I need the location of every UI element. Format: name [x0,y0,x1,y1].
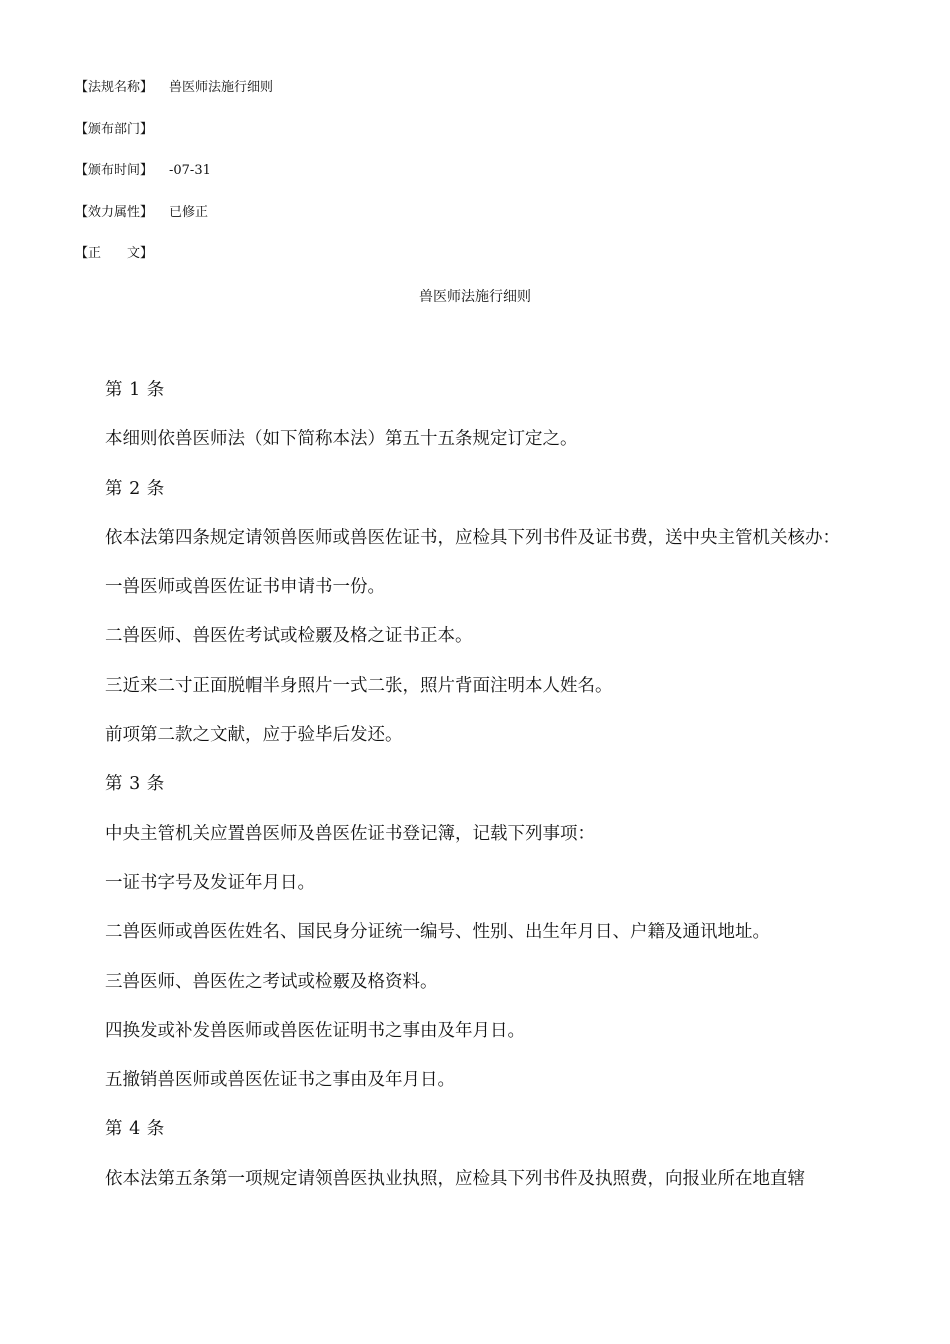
paragraph: 本细则依兽医师法（如下简称本法）第五十五条规定订定之。 [105,429,578,450]
paragraph: 依本法第五条第一项规定请领兽医执业执照，应检具下列书件及执照费，向报业所在地直辖 [105,1168,805,1189]
meta-value-status: 已修正 [169,205,209,220]
article-heading: 第 3 条 [105,774,165,795]
paragraph: 三兽医师、兽医佐之考试或检覈及格资料。 [105,971,438,992]
meta-row-date [75,162,211,180]
article-heading: 第 2 条 [105,478,165,499]
meta-value-title: 兽医师法施行细则 [169,80,274,95]
paragraph: 二兽医师、兽医佐考试或检覈及格之证书正本。 [105,626,473,647]
meta-label-department: 【颁布部门】 [75,122,154,137]
paragraph: 四换发或补发兽医师或兽医佐证明书之事由及年月日。 [105,1020,525,1041]
paragraph: 三近来二寸正面脱帽半身照片一式二张，照片背面注明本人姓名。 [105,675,613,696]
paragraph: 前项第二款之文献，应于验毕后发还。 [105,725,403,746]
document-body [80,378,880,1216]
meta-row-department [75,121,169,139]
meta-row-status [75,204,208,222]
paragraph: 一证书字号及发证年月日。 [105,872,315,893]
meta-row-body [75,245,169,263]
document-title: 兽医师法施行细则 [419,289,531,305]
paragraph: 五撤销兽医师或兽医佐证书之事由及年月日。 [105,1070,455,1091]
meta-row-title [75,79,273,97]
article-heading: 第 1 条 [105,380,165,400]
paragraph: 一兽医师或兽医佐证书申请书一份。 [105,577,385,598]
meta-label-title: 【法规名称】 [75,80,154,95]
paragraph: 依本法第四条规定请领兽医师或兽医佐证书，应检具下列书件及证书费，送中央主管机关核办： [105,527,840,548]
meta-label-date: 【颁布时间】 [75,163,154,178]
meta-value-date: -07-31 [169,163,211,178]
paragraph: 中央主管机关应置兽医师及兽医佐证书登记簿，记载下列事项： [105,823,595,844]
meta-label-body: 【正 文】 [75,246,154,261]
article-heading: 第 4 条 [105,1119,165,1140]
meta-label-status: 【效力属性】 [75,205,154,220]
paragraph: 二兽医师或兽医佐姓名、国民身分证统一编号、性别、出生年月日、户籍及通讯地址。 [105,922,770,943]
